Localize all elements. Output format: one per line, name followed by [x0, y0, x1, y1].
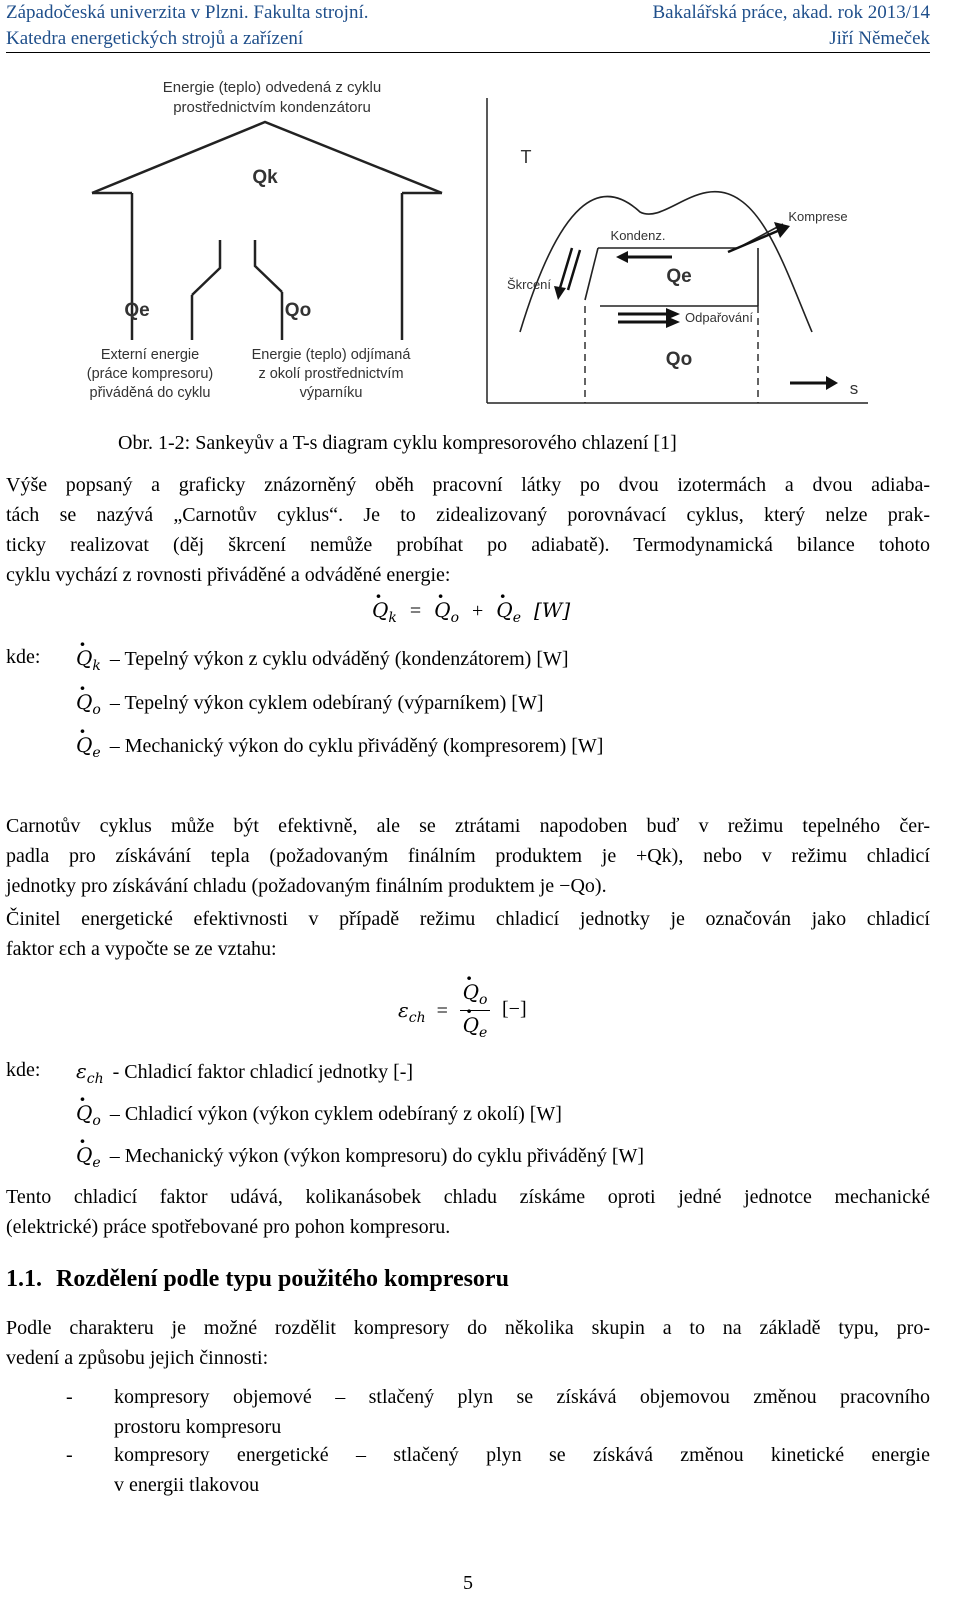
- energy-balance-equation: [372, 598, 570, 626]
- kde2-description: – Mechanický výkon (výkon kompresoru) do cyklu přiváděný [W]: [109, 1145, 645, 1167]
- eq1-term1-subscript: o: [450, 610, 460, 626]
- kondenz-label: Kondenz.: [610, 228, 666, 243]
- header-author: Jiří Němeček: [829, 28, 930, 49]
- kde2-label: kde:: [6, 1059, 41, 1081]
- paragraph-line: Podle charakteru je možné rozdělit kompresory do několika skupin a to na základě typu, pro-: [6, 1317, 930, 1339]
- header-university: Západočeská univerzita v Plzni. Fakulta strojní.: [6, 2, 369, 23]
- ts-qo-label: Qo: [665, 349, 693, 370]
- eq2-equals: =: [436, 1000, 448, 1022]
- eq1-unit: [W]: [534, 598, 571, 622]
- section-number: 1.1.: [6, 1266, 42, 1292]
- paragraph-cooling-factor-meaning: [6, 1182, 930, 1242]
- throttling-line: [585, 248, 598, 300]
- list-item-line: kompresory energetické – stlačený plyn se získává změnou kinetické energie: [114, 1444, 930, 1466]
- paragraph-line: faktor εch a vypočte se ze vztahu:: [6, 938, 277, 960]
- sankey-qo-label: Qo: [284, 300, 312, 321]
- eq2-lhs-subscript: ch: [408, 1010, 426, 1026]
- paragraph-line: Činitel energetické efektivnosti v případě režimu chladicí jednotky je označován jako chladicí: [6, 908, 930, 930]
- sankey-top-label-2: prostřednictvím kondenzátoru: [173, 99, 371, 116]
- eq2-numerator-symbol: · Q: [463, 980, 479, 1004]
- ts-diagram: [487, 98, 868, 403]
- section-title: Rozdělení podle typu použitého kompresoru: [56, 1266, 509, 1292]
- skrceni-label: Škrcení: [506, 277, 552, 292]
- t-axis-label: T: [520, 147, 532, 167]
- figure-caption: Obr. 1-2: Sankeyův a T-s diagram cyklu kompresorového chlazení [1]: [118, 432, 677, 454]
- kde2-item-qe: [76, 1143, 644, 1171]
- list-bullet: -: [66, 1386, 73, 1408]
- komprese-label: Komprese: [788, 209, 848, 224]
- paragraph-compressor-types: [6, 1313, 930, 1373]
- list-item-line: v energii tlakovou: [114, 1474, 260, 1496]
- paragraph-line: Výše popsaný a graficky znázorněný oběh pracovní látky po dvou izotermách a dvou adiaba-: [6, 474, 930, 496]
- eq1-lhs-symbol: · Q: [372, 598, 388, 622]
- kde1-symbol: · Q: [76, 646, 92, 670]
- kde2-subscript: ch: [86, 1071, 104, 1087]
- kde1-description: – Mechanický výkon do cyklu přiváděný (kompresorem) [W]: [109, 735, 604, 757]
- eq2-numerator-subscript: o: [478, 992, 488, 1008]
- eq2-fraction: [460, 980, 490, 1041]
- paragraph-line: Tento chladicí faktor udává, kolikanásobek chladu získáme oproti jedné jednotce mechanické: [6, 1186, 930, 1208]
- figure-sankey-ts: [0, 60, 960, 420]
- list-item: [6, 1382, 930, 1442]
- eq2-denominator-subscript: e: [479, 1025, 488, 1041]
- paragraph-line: (elektrické) práce spotřebované pro pohon kompresoru.: [6, 1216, 451, 1238]
- kde2-subscript: e: [92, 1155, 101, 1171]
- kde1-symbol: · Q: [76, 733, 92, 757]
- ts-qe-label: Qe: [666, 266, 692, 287]
- eq1-term2-symbol: · Q: [496, 598, 512, 622]
- list-item-line: kompresory objemové – stlačený plyn se získává objemovou změnou pracovního: [114, 1386, 930, 1408]
- paragraph-line: ticky realizovat (děj škrcení nemůže probíhat po adiabatě). Termodynamická bilance tohoto: [6, 534, 930, 556]
- eq1-lhs-subscript: k: [388, 610, 397, 626]
- sankey-right-label-3: výparníku: [299, 385, 363, 401]
- paragraph-line: Carnotův cyklus může být efektivně, ale se ztrátami napodoben buď v režimu tepelného čer-: [6, 815, 930, 837]
- eq1-equals: =: [409, 600, 422, 622]
- kde1-item-qo: [76, 690, 544, 718]
- sankey-qe-label: Qe: [124, 300, 150, 321]
- sankey-right-label-1: Energie (teplo) odjímaná: [251, 347, 411, 363]
- kde2-symbol: ε: [76, 1059, 87, 1083]
- list-item: [6, 1440, 930, 1500]
- list-item-line: prostoru kompresoru: [114, 1416, 282, 1438]
- kde1-description: – Tepelný výkon z cyklu odváděný (kondenzátorem) [W]: [109, 648, 569, 670]
- eq1-term2-subscript: e: [512, 610, 521, 626]
- kde1-subscript: k: [92, 658, 101, 674]
- kde2-subscript: o: [92, 1113, 101, 1129]
- paragraph-carnot-modes: [6, 811, 930, 901]
- kde1-symbol: · Q: [76, 690, 92, 714]
- sankey-diagram: [87, 79, 442, 401]
- kde1-item-qe: [76, 733, 603, 761]
- kde2-item-qo: [76, 1101, 562, 1129]
- sankey-qk-label: Qk: [252, 167, 278, 188]
- paragraph-cooling-factor: [6, 904, 930, 964]
- kde1-subscript: o: [92, 702, 101, 718]
- paragraph-carnot-description: [6, 470, 930, 590]
- kde2-symbol: · Q: [76, 1143, 92, 1167]
- header-divider: [6, 52, 930, 53]
- kde1-description: – Tepelný výkon cyklem odebíraný (výparníkem) [W]: [109, 692, 544, 714]
- paragraph-line: tách se nazývá „Carnotův cyklus“. Je to zidealizovaný porovnávací cyklus, který nelze prak-: [6, 504, 930, 526]
- paragraph-line: vedení a způsobu jejich činnosti:: [6, 1347, 269, 1369]
- s-axis-label: s: [849, 379, 859, 398]
- eq2-lhs-symbol: ε: [398, 998, 409, 1022]
- sankey-left-label-3: přiváděná do cyklu: [89, 385, 211, 401]
- eq1-plus: +: [472, 600, 484, 622]
- paragraph-line: padla pro získávání tepla (požadovaným finálním produktem je +Qk), nebo v režimu chladicí: [6, 845, 930, 867]
- kde1-label: kde:: [6, 646, 41, 668]
- kde2-description: - Chladicí faktor chladicí jednotky [-]: [112, 1061, 414, 1083]
- eq2-unit: [−]: [502, 998, 527, 1020]
- eq2-denominator-symbol: · Q: [463, 1013, 479, 1037]
- list-bullet: -: [66, 1444, 73, 1466]
- kde2-symbol: · Q: [76, 1101, 92, 1125]
- sankey-right-label-2: z okolí prostřednictvím: [258, 366, 404, 382]
- kde1-item-qk: [76, 646, 569, 674]
- paragraph-line: cyklu vychází z rovnosti přiváděné a odváděné energie:: [6, 564, 451, 586]
- header-department: Katedra energetických strojů a zařízení: [6, 28, 304, 49]
- page-number: 5: [463, 1572, 473, 1594]
- odparovani-label: Odpařování: [685, 310, 753, 325]
- kde2-item-ech: [76, 1059, 413, 1087]
- sankey-left-label-1: Externí energie: [100, 347, 200, 363]
- sankey-top-label-1: Energie (teplo) odvedená z cyklu: [162, 79, 382, 96]
- eq1-term1-symbol: · Q: [434, 598, 450, 622]
- paragraph-line: jednotky pro získávání chladu (požadovaným finálním produktem je −Qo).: [6, 875, 607, 897]
- sankey-left-label-2: (práce kompresoru): [86, 366, 214, 382]
- section-heading: [6, 1266, 509, 1293]
- kde1-subscript: e: [92, 745, 101, 761]
- header-thesis-year: Bakalářská práce, akad. rok 2013/14: [652, 2, 930, 23]
- kde2-description: – Chladicí výkon (výkon cyklem odebíraný z okolí) [W]: [109, 1103, 562, 1125]
